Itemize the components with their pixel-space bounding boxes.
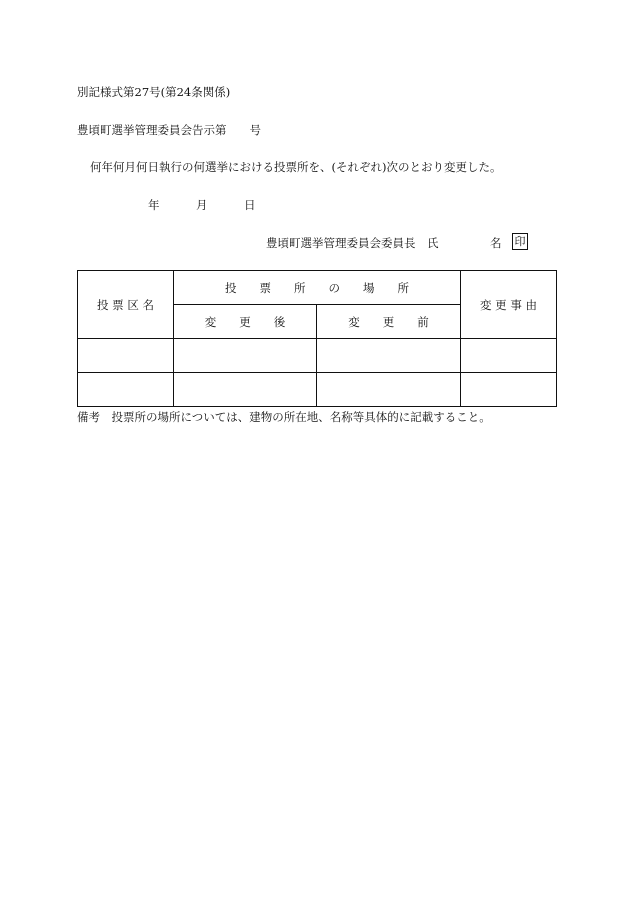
table-row	[78, 373, 557, 407]
cell-reason	[461, 373, 557, 407]
cell-reason	[461, 339, 557, 373]
table-row	[78, 339, 557, 373]
cell-before	[317, 373, 461, 407]
form-label: 別記様式第27号(第24条関係)	[77, 85, 231, 99]
signer-title: 豊頃町選挙管理委員会委員長 氏	[266, 236, 439, 250]
polling-location-change-table	[77, 270, 557, 407]
signer-name-suffix: 名	[490, 236, 502, 250]
cell-before	[317, 339, 461, 373]
date-day-label: 日	[244, 198, 256, 212]
header-reason: 変 更 事 由	[461, 271, 557, 339]
header-location: 投 票 所 の 場 所	[174, 271, 461, 305]
remark-note: 備考 投票所の場所については、建物の所在地、名称等具体的に記載すること。	[77, 410, 491, 424]
cell-district	[78, 373, 174, 407]
seal-mark: 印	[512, 233, 528, 250]
notice-title: 豊頃町選挙管理委員会告示第 号	[77, 123, 261, 137]
cell-after	[174, 339, 317, 373]
date-year-label: 年	[148, 198, 160, 212]
header-district: 投 票 区 名	[78, 271, 174, 339]
notice-body: 何年何月何日執行の何選挙における投票所を、(それぞれ)次のとおり変更した。	[90, 160, 502, 174]
header-after: 変 更 後	[174, 305, 317, 339]
cell-after	[174, 373, 317, 407]
header-before: 変 更 前	[317, 305, 461, 339]
cell-district	[78, 339, 174, 373]
date-month-label: 月	[196, 198, 208, 212]
